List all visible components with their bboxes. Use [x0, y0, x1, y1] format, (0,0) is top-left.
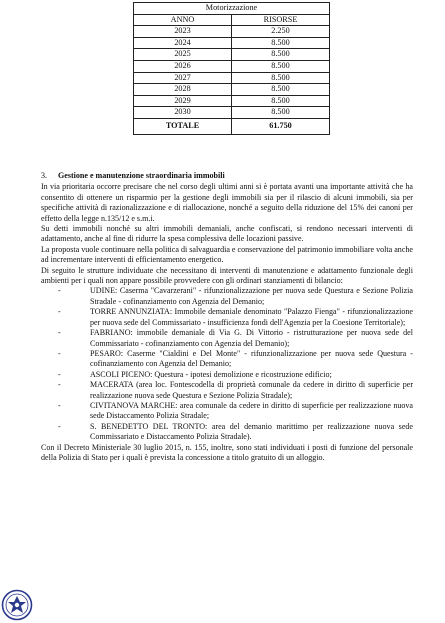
cell-risorse: 8.500	[232, 72, 330, 84]
cell-risorse: 8.500	[232, 107, 330, 119]
total-value: 61.750	[232, 118, 330, 134]
list-item-text: UDINE: Caserma "Cavarzerani" - rifunzionalizzazione per nuova sede Questura e Sezione Polizia Stradale - cofinanziamento con Agenzia del Demanio;	[90, 286, 413, 306]
list-item	[41, 307, 413, 328]
list-item-text: MACERATA (area loc. Fontescodella di proprietà comunale da cedere in diritto di superficie per realizzazione nuova sede Questura e Sezione Polizia Stradale);	[90, 380, 413, 400]
list-item-text: PESARO: Caserme "Cialdini e Del Monte" - rifunzionalizzazione per nuova sede Questura - cofinanziamento con Agenzia del Demanio;	[90, 348, 413, 369]
cell-anno: 2024	[134, 37, 232, 49]
paragraph: Con il Decreto Ministeriale 30 luglio 2015, n. 155, inoltre, sono stati individuati i posti di funzione del personale della Polizia di Stato per i quali è prevista la concessione a titolo gratuito di un alloggio.	[41, 442, 413, 462]
cell-risorse: 8.500	[232, 49, 330, 61]
list-item-text: ASCOLI PICENO: Questura - ipotesi demolizione e ricostruzione edificio;	[90, 369, 332, 379]
paragraph: In via prioritaria occorre precisare che nel corso degli ultimi anni si è portata avanti una importante attività che ha consentito di ottenere un risparmio per la gestione degli immobili sia per il rilascio di alcuni immobili, sia per specifiche attività di razionalizzazione e di riallocazione, nonché a seguito della riduzione del 15% dei canoni per effetto della legge n.135/12 e s.m.i.	[41, 182, 413, 223]
list-item	[41, 422, 413, 443]
section-title: Gestione e manutenzione straordinaria immobili	[58, 171, 225, 180]
list-item-text: TORRE ANNUNZIATA: Immobile demaniale denominato "Palazzo Fienga" - rifunzionalizzazione per nuova sede del Commissariato - insufficienza fondi dell'Agenzia per la Coesione Territoriale);	[90, 307, 413, 327]
table-row	[134, 26, 330, 38]
cell-anno: 2026	[134, 60, 232, 72]
cell-risorse: 2.250	[232, 26, 330, 38]
table-row	[134, 72, 330, 84]
total-label: TOTALE	[134, 118, 232, 134]
cell-anno: 2027	[134, 72, 232, 84]
table-row	[134, 49, 330, 61]
cell-anno: 2029	[134, 95, 232, 107]
structures-list	[41, 286, 413, 442]
section-heading	[41, 171, 413, 181]
list-dash: -	[58, 348, 61, 358]
motorizzazione-table	[133, 2, 330, 135]
list-item	[41, 328, 413, 349]
cell-anno: 2023	[134, 26, 232, 38]
table-total-row	[134, 118, 330, 134]
list-item	[41, 286, 413, 307]
list-item	[41, 401, 413, 422]
list-dash: -	[58, 328, 61, 338]
section-number: 3.	[41, 171, 48, 180]
cell-risorse: 8.500	[232, 60, 330, 72]
table-row	[134, 84, 330, 96]
list-dash: -	[58, 380, 61, 390]
paragraph: Di seguito le strutture individuate che necessitano di interventi di manutenzione e adattamento funzionale degli ambienti per i quali non appare possibile provvedere con gli ordinari stanziamenti di bilancio:	[41, 265, 413, 286]
cell-anno: 2028	[134, 84, 232, 96]
column-header-anno: ANNO	[134, 14, 232, 26]
list-dash: -	[58, 307, 61, 317]
table-row	[134, 37, 330, 49]
list-item-text: S. BENEDETTO DEL TRONTO: area del demanio marittimo per realizzazione nuova sede Commissariato e Distaccamento Polizia Stradale).	[90, 421, 413, 442]
table-row	[134, 95, 330, 107]
paragraph: Su detti immobili nonché su altri immobili demaniali, anche confiscati, si rendono necessari interventi di adattamento, anche al fine di ridurre la spesa complessiva delle locazioni passive.	[41, 224, 413, 244]
list-dash: -	[58, 421, 61, 431]
seal-emblem-icon	[1, 589, 33, 621]
list-item	[41, 370, 413, 380]
list-dash: -	[58, 400, 61, 410]
cell-risorse: 8.500	[232, 95, 330, 107]
column-header-risorse: RISORSE	[232, 14, 330, 26]
table-row	[134, 60, 330, 72]
cell-anno: 2025	[134, 49, 232, 61]
list-item-text: CIVITANOVA MARCHE: area comunale da cedere in diritto di superficie per realizzazione nuova sede Distaccamento Polizia Stradale;	[90, 400, 413, 421]
list-dash: -	[58, 369, 61, 379]
list-item-text: FABRIANO: immobile demaniale di Via G. Di Vittorio - ristrutturazione per nuova sede del Commissariato - cofinanziamento con Agenzia del Demanio);	[90, 328, 413, 348]
paragraph: La proposta vuole continuare nella politica di salvaguardia e conservazione del patrimonio immobiliare volta anche ad incrementare interventi di efficientamento energetico.	[41, 244, 413, 265]
table-row	[134, 107, 330, 119]
cell-risorse: 8.500	[232, 37, 330, 49]
list-dash: -	[58, 286, 61, 296]
cell-anno: 2030	[134, 107, 232, 119]
list-item	[41, 380, 413, 401]
cell-risorse: 8.500	[232, 84, 330, 96]
list-item	[41, 349, 413, 370]
table-caption: Motorizzazione	[134, 3, 330, 15]
document-body	[41, 171, 413, 463]
